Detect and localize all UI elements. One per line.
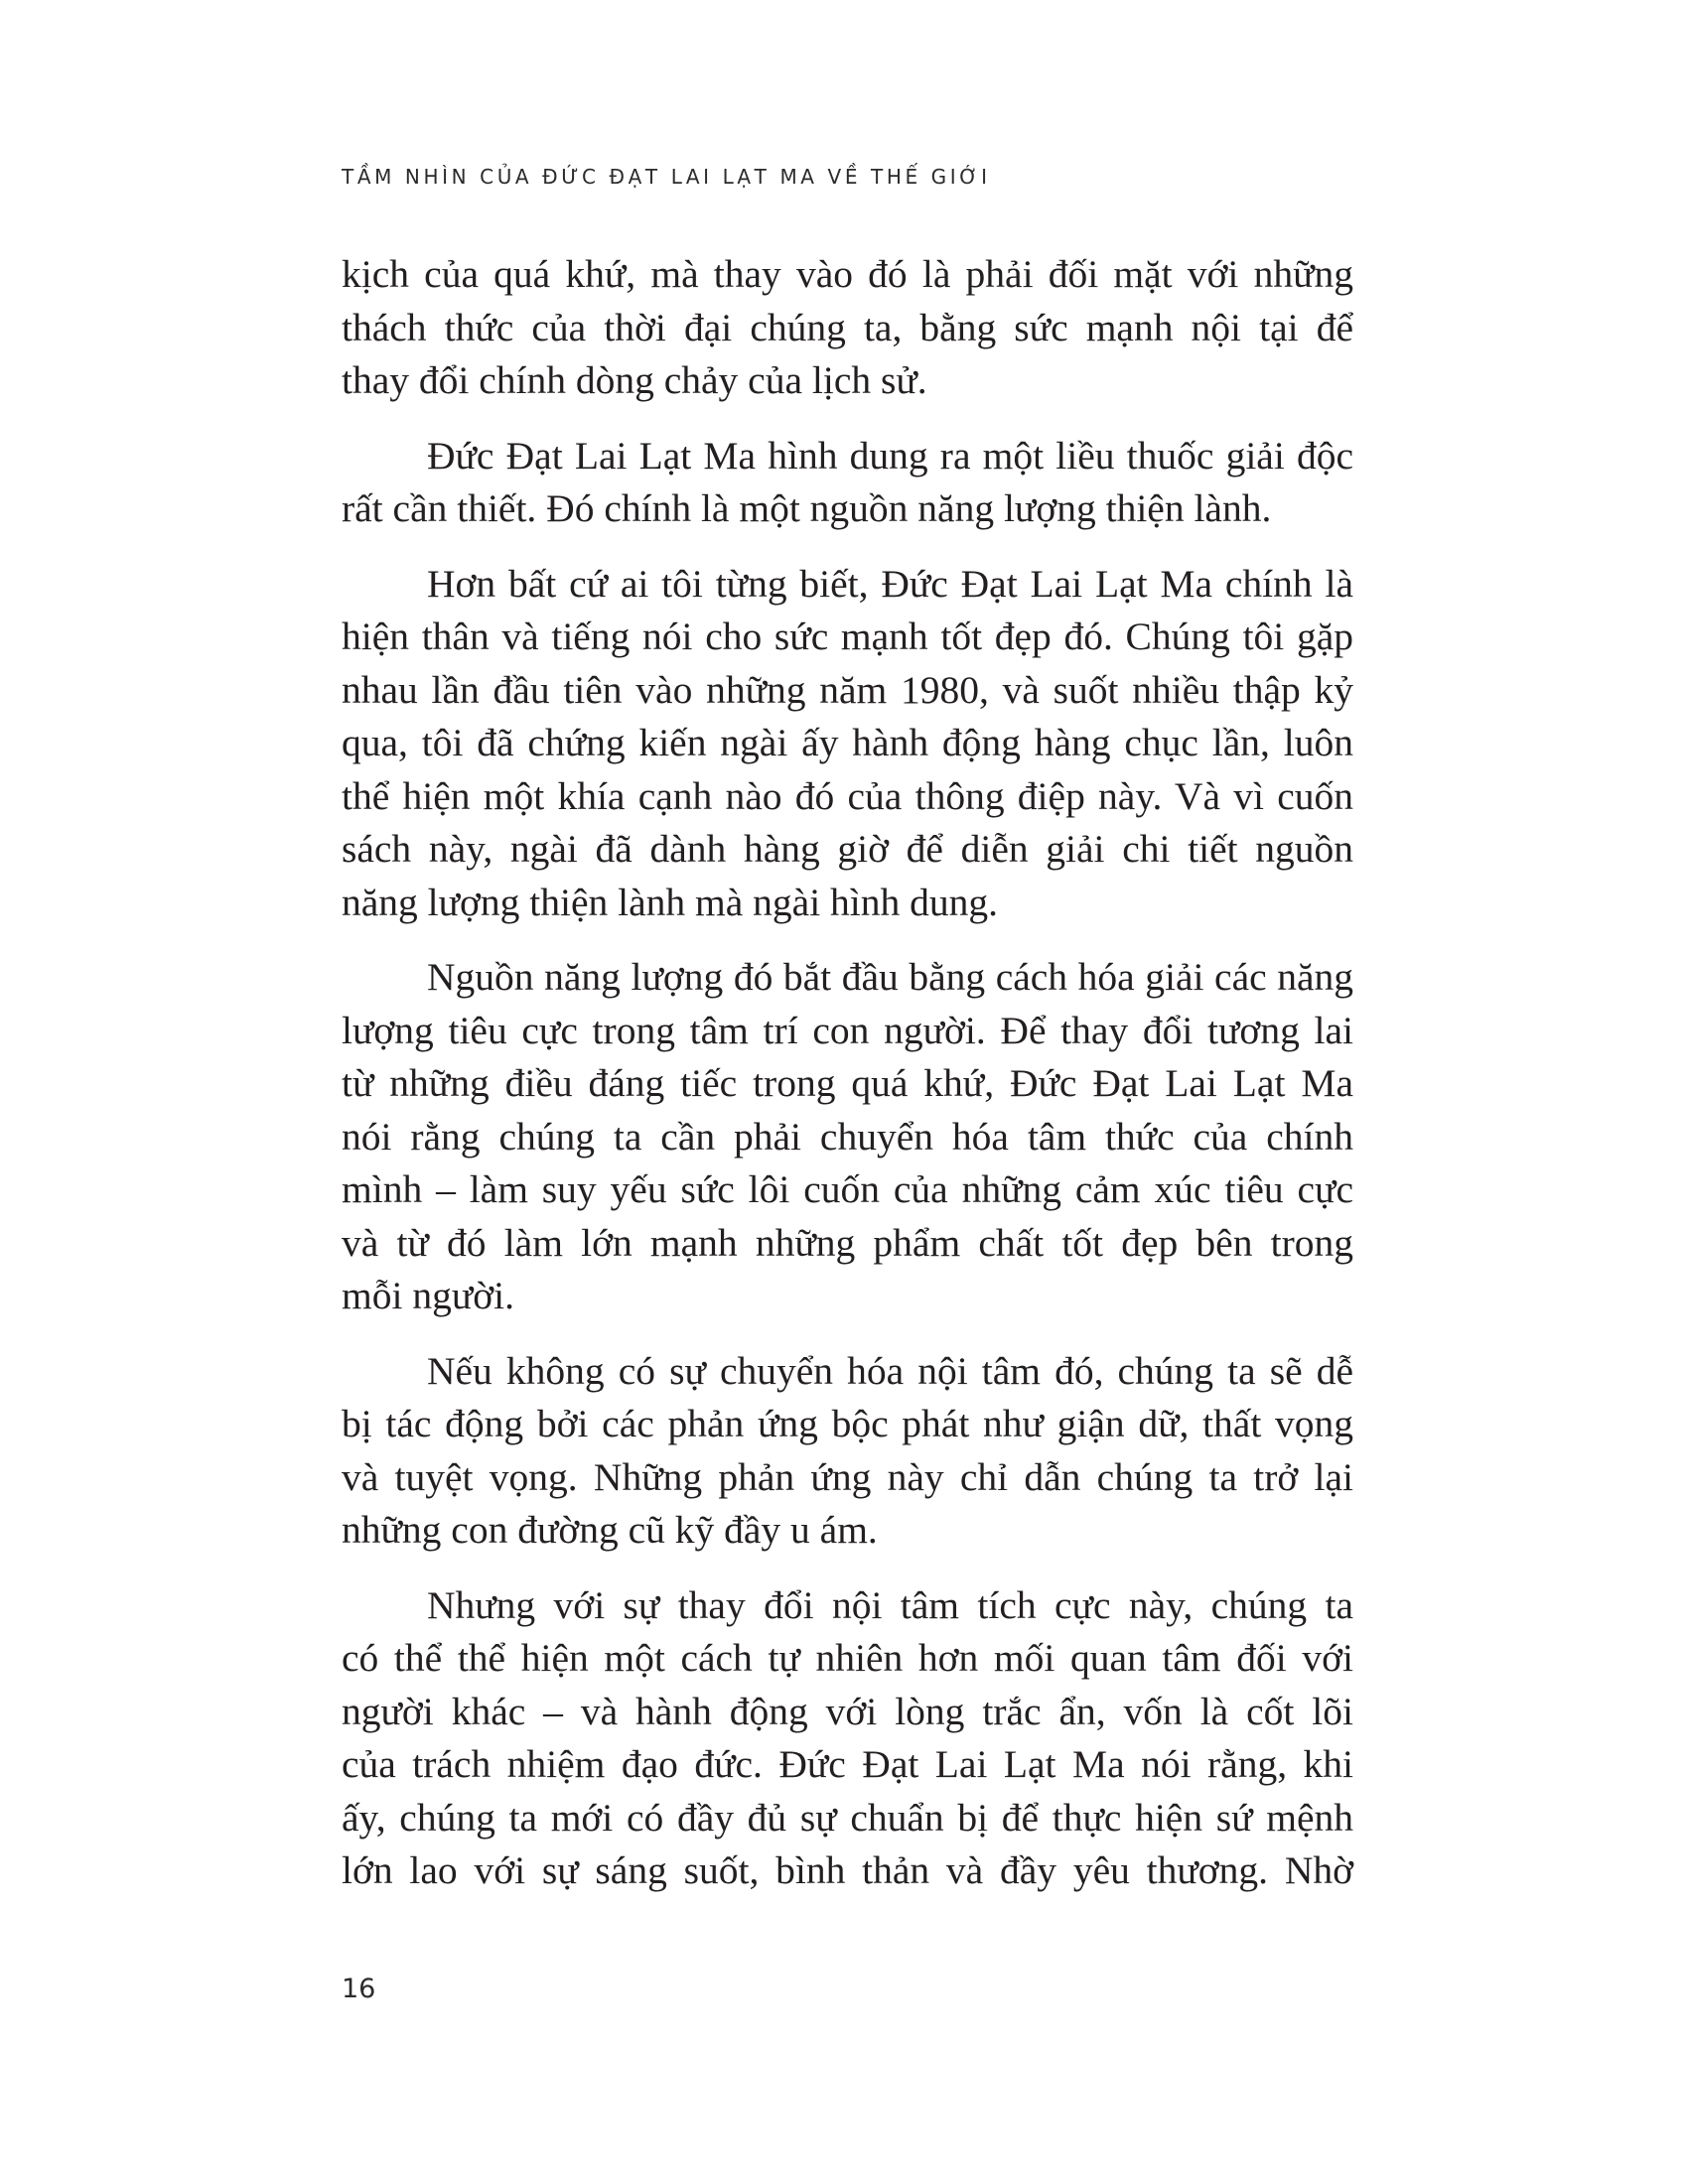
text-line: kịch của quá khứ, mà thay vào đó là phải đối mặt với những (342, 252, 1353, 296)
text-line: mình – làm suy yếu sức lôi cuốn của những cảm xúc tiêu cực (342, 1167, 1353, 1211)
paragraph-5 (342, 1345, 1353, 1558)
text-line: Nhưng với sự thay đổi nội tâm tích cực này, chúng ta (427, 1582, 1353, 1627)
text-line: qua, tôi đã chứng kiến ngài ấy hành động hàng chục lần, luôn (342, 721, 1353, 764)
text-line: có thể thể hiện một cách tự nhiên hơn mối quan tâm đối với (342, 1636, 1353, 1680)
text-line: sách này, ngài đã dành hàng giờ để diễn giải chi tiết nguồn (342, 827, 1353, 871)
text-line: và từ đó làm lớn mạnh những phẩm chất tốt đẹp bên trong (342, 1220, 1353, 1265)
paragraph-1 (342, 248, 1353, 408)
page-number: 16 (342, 1974, 376, 2004)
text-line: Nguồn năng lượng đó bắt đầu bằng cách hóa giải các năng (427, 955, 1353, 999)
text-line: rất cần thiết. Đó chính là một nguồn năng lượng thiện lành. (342, 486, 1272, 530)
paragraph-3 (342, 558, 1353, 930)
text-line: Đức Đạt Lai Lạt Ma hình dung ra một liều thuốc giải độc (427, 433, 1353, 478)
text-line: người khác – và hành động với lòng trắc ẩn, vốn là cốt lõi (342, 1689, 1353, 1733)
paragraph-6 (342, 1579, 1353, 1898)
text-line: nhau lần đầu tiên vào những năm 1980, và suốt nhiều thập kỷ (342, 667, 1353, 712)
text-line: Nếu không có sự chuyển hóa nội tâm đó, chúng ta sẽ dễ (427, 1348, 1353, 1393)
running-header: TẦM NHÌN CỦA ĐỨC ĐẠT LAI LẠT MA VỀ THẾ GIỚI (342, 165, 991, 189)
text-line: và tuyệt vọng. Những phản ứng này chỉ dẫn chúng ta trở lại (342, 1454, 1353, 1499)
text-line: lượng tiêu cực trong tâm trí con người. Để thay đổi tương lai (342, 1008, 1353, 1052)
text-line: từ những điều đáng tiếc trong quá khứ, Đức Đạt Lai Lạt Ma (342, 1061, 1353, 1105)
text-line: Hơn bất cứ ai tôi từng biết, Đức Đạt Lai Lạt Ma chính là (427, 561, 1353, 606)
text-line: những con đường cũ kỹ đầy u ám. (342, 1508, 878, 1552)
paragraph-4 (342, 951, 1353, 1323)
paragraph-2 (342, 430, 1353, 536)
text-line: nói rằng chúng ta cần phải chuyển hóa tâm thức của chính (342, 1114, 1353, 1159)
text-line: năng lượng thiện lành mà ngài hình dung. (342, 880, 999, 924)
text-line: bị tác động bởi các phản ứng bộc phát như giận dữ, thất vọng (342, 1402, 1353, 1445)
text-line: thách thức của thời đại chúng ta, bằng sức mạnh nội tại để (342, 305, 1353, 349)
text-line: ấy, chúng ta mới có đầy đủ sự chuẩn bị để thực hiện sứ mệnh (342, 1795, 1353, 1840)
text-line: hiện thân và tiếng nói cho sức mạnh tốt đẹp đó. Chúng tôi gặp (342, 614, 1353, 658)
body-text (342, 248, 1353, 1920)
text-line: thay đổi chính dòng chảy của lịch sử. (342, 358, 927, 402)
text-line: thể hiện một khía cạnh nào đó của thông điệp này. Và vì cuốn (342, 773, 1353, 818)
text-line: mỗi người. (342, 1274, 514, 1317)
text-line: của trách nhiệm đạo đức. Đức Đạt Lai Lạt Ma nói rằng, khi (342, 1742, 1353, 1786)
text-line: lớn lao với sự sáng suốt, bình thản và đầy yêu thương. Nhờ (342, 1848, 1353, 1892)
